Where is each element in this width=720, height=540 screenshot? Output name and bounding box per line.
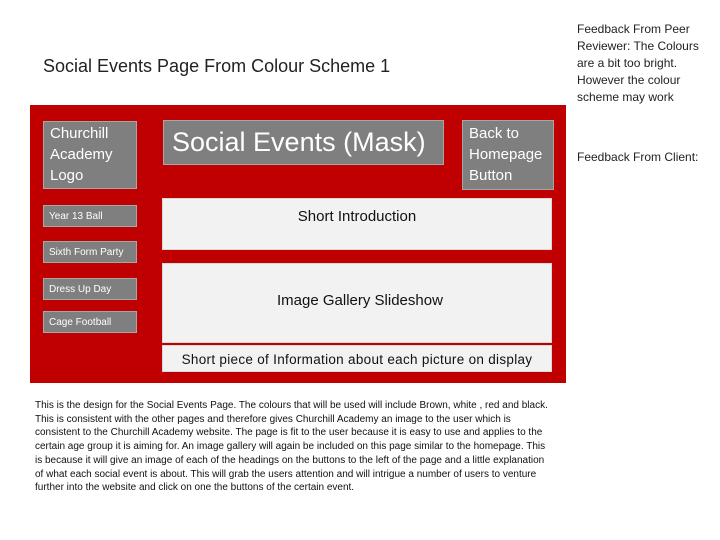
design-description: This is the design for the Social Events Page. The colours that will be used will include Brown, white , red and black. This is consistent with the other pages and therefore gives Churchill Academy an image to the user which is consistent to the Churchill Academy website. The page is fit to the user because it is easy to use and applies to the certain age group it is aiming for. An image gallery will again be included on this page similar to the homepage. This is because it will give an image of each of the headings on the buttons to the left of the page and a little explanation of what each social event is about. This will grab the users attention and will intrigue a number of users to venture further into the website and click on one the buttons of the certain event. <box>35 400 548 494</box>
short-introduction-panel: Short Introduction <box>162 198 552 250</box>
logo-placeholder: Churchill Academy Logo <box>43 121 137 189</box>
slide-title: Social Events Page From Colour Scheme 1 <box>43 56 391 76</box>
nav-button-cage-football[interactable]: Cage Football <box>43 311 137 333</box>
nav-button-dress-up-day[interactable]: Dress Up Day <box>43 278 137 300</box>
back-to-homepage-button[interactable]: Back to Homepage Button <box>462 120 554 190</box>
nav-button-year-13-ball[interactable]: Year 13 Ball <box>43 205 137 227</box>
peer-feedback: Feedback From Peer Reviewer: The Colours are a bit too bright. However the colour scheme may work <box>577 22 699 104</box>
client-feedback: Feedback From Client: <box>577 150 699 164</box>
image-gallery-slideshow[interactable]: Image Gallery Slideshow <box>162 263 552 343</box>
picture-info-panel: Short piece of Information about each picture on display <box>162 345 552 372</box>
page-header: Social Events (Mask) <box>163 120 444 165</box>
nav-button-sixth-form-party[interactable]: Sixth Form Party <box>43 241 137 263</box>
